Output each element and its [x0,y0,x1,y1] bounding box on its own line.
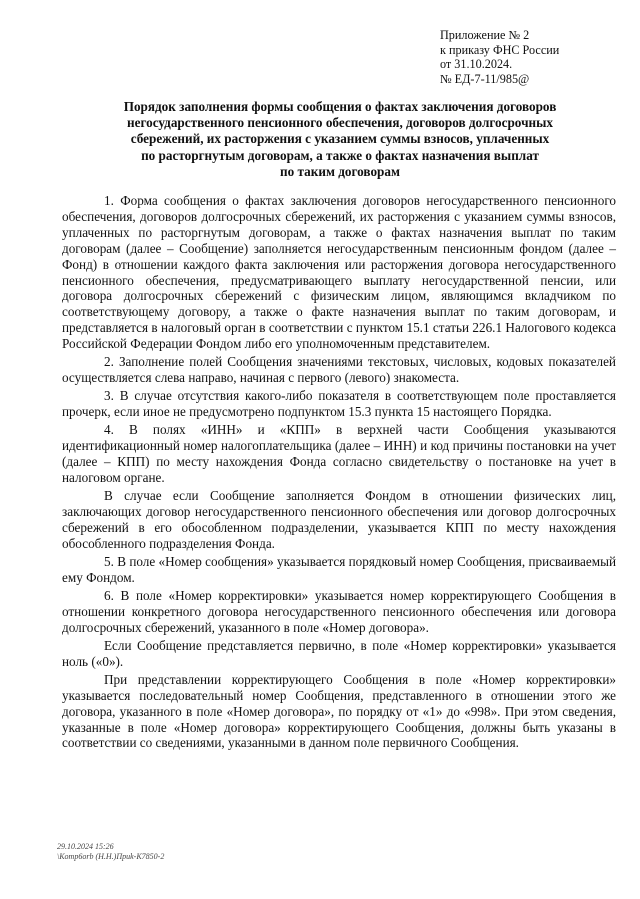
paragraph-4: 4. В полях «ИНН» и «КПП» в верхней части Сообщения указываются идентификационный номер налогоплательщика (далее – ИНН) и код причины постановки на учет (далее – КПП) по месту нахождения Фонда согласно свидетельству о постановке на учет в налоговом органе. [62,422,616,485]
title-line-3: сбережений, их расторжения с указанием суммы взносов, уплаченных [130,131,550,147]
footer-stamp [57,842,164,862]
title-line-4: по расторгнутым договорам, а также о фактах назначения выплат [141,147,539,163]
paragraph-6-continued-b: При представлении корректирующего Сообщения в поле «Номер корректировки» указывается последовательный номер Сообщения, представленного в отношении этого же договора, указанного в поле «Номер договора», по порядку от «1» до «998». При этом сведения, указанные в поле «Номер договора» корректирующего Сообщения, должны быть указаны в соответствии со сведениями, указанными в данном поле первичного Сообщения. [62,671,616,751]
paragraph-2: 2. Заполнение полей Сообщения значениями текстовых, числовых, кодовых показателей осуществляется слева направо, начиная с первого (левого) знакоместа. [62,354,616,386]
paragraph-6: 6. В поле «Номер корректировки» указывается номер корректирующего Сообщения в отношении конкретного договора негосударственного пенсионного обеспечения или договора долгосрочных сбережений, указанного в поле «Номер договора». [62,587,616,635]
document-title [62,99,618,180]
footer-timestamp: 29.10.2024 15:26 [57,842,114,851]
attachment-line-4: № ЕД-7-11/985@ [440,71,530,86]
document-body [62,193,616,754]
title-line-5: по таким договорам [280,163,400,179]
title-line-2: негосударственного пенсионного обеспечения, договоров долгосрочных [127,115,553,131]
attachment-line-2: к приказу ФНС России [440,42,560,57]
attachment-header [440,28,620,86]
attachment-line-1: Приложение № 2 [440,28,530,42]
paragraph-3: 3. В случае отсутствия какого-либо показателя в соответствующем поле проставляется прочерк, если иное не предусмотрено подпунктом 15.3 пункта 15 настоящего Порядка. [62,388,616,420]
footer-file-path: \Komp6orb (H.H.)Пpuk-K7850-2 [57,852,165,861]
paragraph-5: 5. В поле «Номер сообщения» указывается порядковый номер Сообщения, присваиваемый ему Фондом. [62,553,616,585]
paragraph-6-continued-a: Если Сообщение представляется первично, в поле «Номер корректировки» указывается ноль («0»). [62,637,616,669]
paragraph-4-continued: В случае если Сообщение заполняется Фондом в отношении физических лиц, заключающих договор негосударственного пенсионного обеспечения или договор долгосрочных сбережений в его обособленном подразделении, указывается КПП по месту нахождения обособленного подразделения Фонда. [62,488,616,551]
attachment-line-3: от 31.10.2024. [440,57,513,71]
paragraph-1: 1. Форма сообщения о фактах заключения договоров негосударственного пенсионного обеспечения, договоров долгосрочных сбережений, их расторжения с указанием суммы взносов, уплаченных по расторгнутым договорам, а также о фактах назначения выплат по таким договорам (далее – Сообщение) заполняется негосударственным пенсионным фондом (далее – Фонд) в отношении каждого факта заключения или расторжения договора негосударственного пенсионного обеспечения, предусматривающего выплату негосударственной пенсии, или договора долгосрочных сбережений с физическим лицом, являющимся вкладчиком по соответствующему договору, а также о факте назначения выплат по таким договорам, и представляется в налоговый орган в соответствии с пунктом 15.1 статьи 226.1 Налогового кодекса Российской Федерации Фондом либо его уполномоченным представителем. [62,193,616,352]
title-line-1: Порядок заполнения формы сообщения о фактах заключения договоров [123,99,557,114]
